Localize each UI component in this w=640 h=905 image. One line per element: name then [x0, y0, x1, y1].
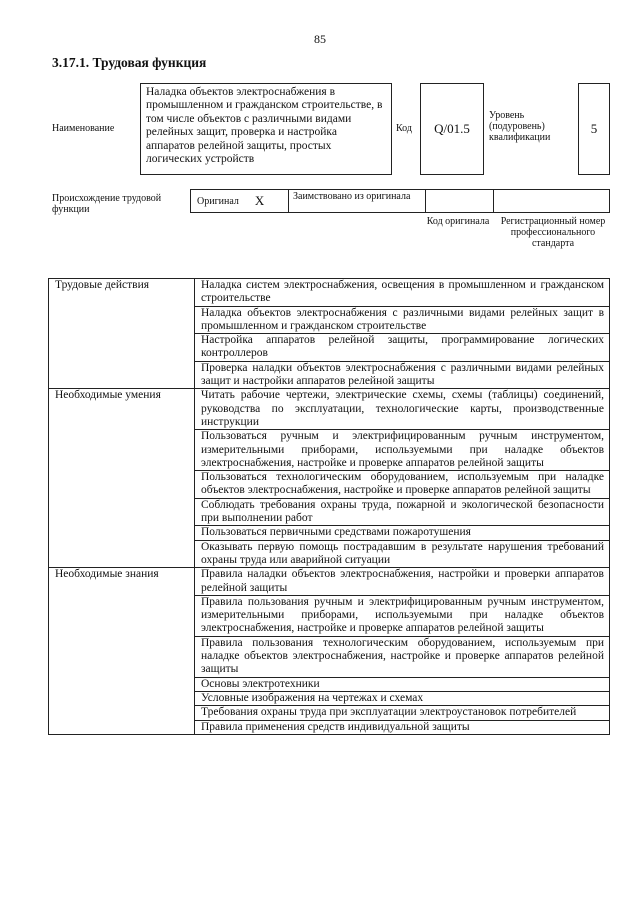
table-row [49, 279, 610, 307]
item-cell: Правила пользования технологическим оборудованием, используемым при наладке объектов электроснабжения, настройке и проверке аппаратов релейной защиты [195, 636, 610, 677]
item-cell: Наладка объектов электроснабжения с различными видами релейных защит в промышленном и гражданском строительстве [195, 306, 610, 334]
item-cell: Требования охраны труда при эксплуатации электроустановок потребителей [195, 706, 610, 720]
original-mark: X [254, 193, 265, 208]
table-row [49, 389, 610, 430]
section-title: 3.17.1. Трудовая функция [52, 55, 207, 70]
registration-number-cell [494, 190, 609, 212]
item-cell: Соблюдать требования охраны труда, пожарной и экологической безопасности при выполнении работ [195, 498, 610, 526]
category-cell: Трудовые действия [49, 279, 195, 389]
page-number: 85 [314, 32, 326, 46]
original-code-caption: Код оригинала [426, 216, 490, 227]
item-cell: Оказывать первую помощь пострадавшим в результате нарушения требований охраны труда или аварийной ситуации [195, 540, 610, 568]
category-cell: Необходимые умения [49, 389, 195, 568]
category-cell: Необходимые знания [49, 568, 195, 735]
table-row [49, 568, 610, 596]
function-name-box: Наладка объектов электроснабжения в промышленном и гражданском строительстве, в том числе объектов с различными видами релейных защит, проверка и настройка аппаратов релейной защиты, простых логических устройств [140, 83, 392, 175]
original-label: Оригинал [197, 195, 239, 207]
item-cell: Правила наладки объектов электроснабжения, настройки и проверки аппаратов релейной защиты [195, 568, 610, 596]
registration-number-caption: Регистрационный номер профессионального стандарта [500, 216, 606, 249]
item-cell: Правила пользования ручным и электрифицированным ручным инструментом, измерительными приборами, используемыми при наладке объектов электроснабжения, настройке и проверке аппаратов релейной защиты [195, 595, 610, 636]
item-cell: Настройка аппаратов релейной защиты, программирование логических контроллеров [195, 334, 610, 362]
item-cell: Наладка систем электроснабжения, освещения в промышленном и гражданском строительстве [195, 279, 610, 307]
item-cell: Правила применения средств индивидуальной защиты [195, 720, 610, 734]
item-cell: Условные изображения на чертежах и схемах [195, 691, 610, 705]
name-label: Наименование [52, 123, 115, 134]
item-cell: Читать рабочие чертежи, электрические схемы, схемы (таблицы) соединений, руководства по эксплуатации, технологические карты, производственные инструкции [195, 389, 610, 430]
origin-label: Происхождение трудовой функции [52, 193, 162, 215]
item-cell: Пользоваться первичными средствами пожаротушения [195, 526, 610, 540]
item-cell: Пользоваться ручным и электрифицированным ручным инструментом, измерительными приборами, используемыми при наладке объектов электроснабжения, настройке и проверке аппаратов релейной защиты [195, 430, 610, 471]
function-code: Q/01.5 [434, 121, 470, 136]
borrowed-cell: Заимствовано из оригинала [289, 190, 426, 212]
function-details-table [48, 278, 610, 735]
origin-row [190, 189, 610, 213]
original-cell [191, 190, 289, 212]
original-code-cell [426, 190, 494, 212]
item-cell: Основы электротехники [195, 677, 610, 691]
code-label: Код [396, 123, 412, 134]
item-cell: Пользоваться технологическим оборудованием, используемым при наладке объектов электроснабжения, настройке и проверке аппаратов релейной защиты [195, 471, 610, 499]
level-label: Уровень (подуровень) квалификации [489, 110, 551, 143]
qualification-level-box [578, 83, 610, 175]
function-code-box [420, 83, 484, 175]
qualification-level: 5 [590, 121, 598, 136]
item-cell: Проверка наладки объектов электроснабжения с различными видами релейных защит и настройки аппаратов релейной защиты [195, 361, 610, 389]
